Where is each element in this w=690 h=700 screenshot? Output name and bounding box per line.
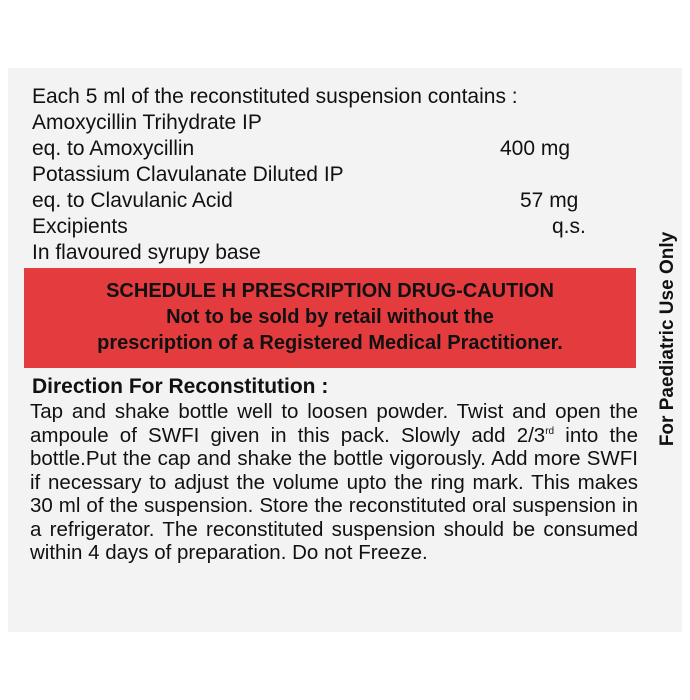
ingredient-clavulanate-eq: [32, 188, 652, 214]
caution-line-2: Not to be sold by retail without the: [166, 306, 494, 328]
directions-heading: Direction For Reconstitution :: [32, 375, 329, 398]
directions-text-part-2: into the bottle.Put the cap and shake the bottle vigorously. Add more SWFI if necessary to adjust the volume upto the ring mark. This makes 30 ml of the suspension. Store the reconstituted oral suspension in a refrigerator. The reconstituted suspension should be consumed within 4 days of preparation. Do not Freeze.: [30, 423, 638, 564]
excipients-quantity: q.s.: [552, 215, 586, 238]
directions-text-part-1: Tap and shake bottle well to loosen powder. Twist and open the ampoule of SWFI given in this pack. Slowly add 2/3: [30, 400, 638, 447]
reconstitution-directions: [30, 374, 638, 565]
ingredient-amoxycillin-eq: [32, 136, 652, 162]
composition-intro-text: Each 5 ml of the reconstituted suspension contains :: [32, 85, 518, 108]
paediatric-use-text: For Paediatric Use Only: [657, 231, 678, 447]
directions-superscript: rd: [545, 425, 555, 437]
amoxycillin-name-text: Amoxycillin Trihydrate IP: [32, 111, 262, 134]
composition-intro: [32, 84, 652, 110]
base-text: In flavoured syrupy base: [32, 241, 261, 264]
composition-block: [32, 84, 652, 266]
clavulanate-quantity: 57 mg: [520, 189, 579, 212]
ingredient-amoxycillin-name: [32, 110, 652, 136]
directions-paragraph: [30, 400, 638, 565]
clavulanate-name-text: Potassium Clavulanate Diluted IP: [32, 163, 344, 186]
base-row: [32, 240, 652, 266]
amoxycillin-quantity: 400 mg: [500, 137, 571, 160]
excipients-text: Excipients: [32, 215, 128, 238]
excipients-row: [32, 214, 652, 240]
clavulanate-eq-text: eq. to Clavulanic Acid: [32, 189, 233, 212]
paediatric-use-label: [653, 214, 683, 464]
caution-line-3: prescription of a Registered Medical Practitioner.: [97, 332, 563, 354]
amoxycillin-eq-text: eq. to Amoxycillin: [32, 137, 195, 160]
caution-line-1: SCHEDULE H PRESCRIPTION DRUG-CAUTION: [106, 280, 554, 302]
ingredient-clavulanate-name: [32, 162, 652, 188]
schedule-h-caution-box: [24, 268, 636, 368]
